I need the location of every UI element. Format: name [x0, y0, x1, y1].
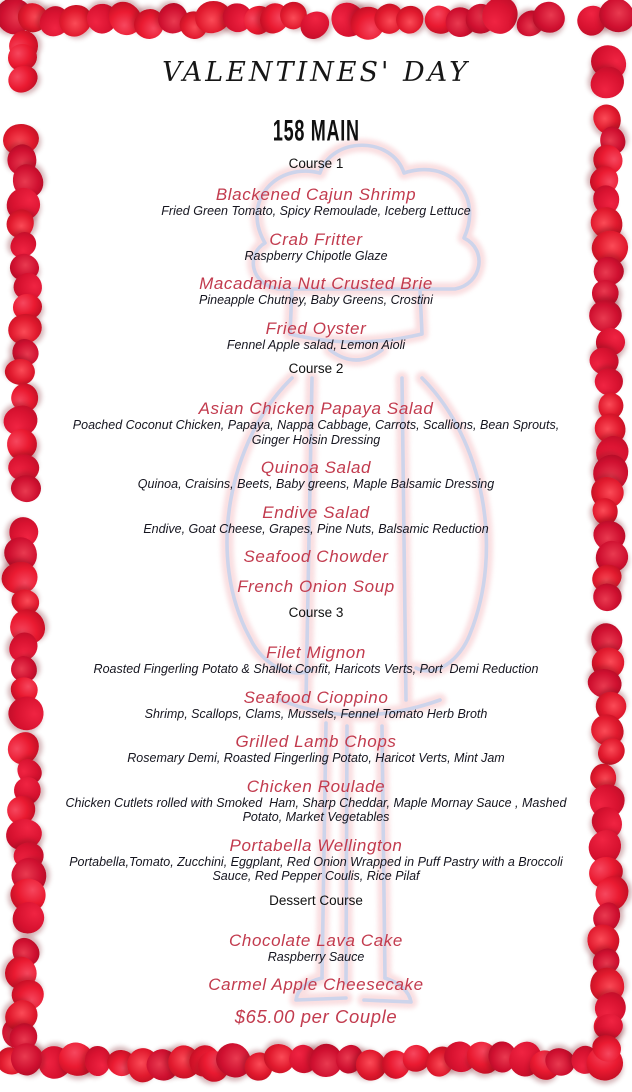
rose-petal — [571, 0, 612, 41]
rose-petal — [588, 1006, 627, 1045]
rose-petal — [587, 854, 626, 890]
rose-petal — [586, 62, 628, 102]
menu-item-description: Rosemary Demi, Roasted Fingerling Potato, Haricot Verts, Mint Jam — [127, 751, 505, 765]
rose-petal — [14, 1039, 49, 1075]
menu-item-description: Chicken Cutlets rolled with Smoked Ham, Sharp Cheddar, Maple Mornay Sauce , Mashed Potato, Market Vegetables — [65, 795, 570, 824]
rose-petal — [587, 1030, 625, 1067]
rose-petal — [4, 62, 41, 97]
rose-petal — [593, 325, 628, 359]
rose-petal — [599, 125, 627, 156]
menu-item — [64, 975, 568, 994]
menu-item-name: Grilled Lamb Chops — [235, 732, 397, 751]
rose-petal — [11, 677, 38, 704]
rose-petal — [0, 532, 42, 575]
rose-petal — [590, 102, 624, 139]
menu-item-name: Seafood Chowder — [243, 547, 389, 566]
rose-petal — [587, 898, 625, 937]
course-section — [64, 156, 568, 352]
rose-petal — [0, 1045, 27, 1077]
menu-item — [64, 643, 568, 677]
rose-petal — [3, 690, 50, 737]
rose-petal — [588, 514, 631, 556]
menu-item — [64, 577, 568, 596]
rose-petal — [5, 853, 52, 900]
menu-item-name: Asian Chicken Papaya Salad — [198, 399, 434, 418]
rose-petal — [13, 754, 47, 789]
rose-petal — [592, 536, 632, 577]
menu-item-name: Macadamia Nut Crusted Brie — [199, 274, 433, 293]
rose-petal — [9, 608, 47, 646]
rose-petal — [588, 226, 632, 270]
rose-petal — [592, 0, 632, 39]
rose-petal — [585, 38, 632, 86]
rose-petal — [0, 1014, 35, 1053]
menu-item-description: Raspberry Sauce — [267, 949, 365, 964]
rose-petal — [6, 1020, 40, 1054]
menu-item-description: Fennel Apple salad, Lemon Aioli — [226, 337, 406, 352]
course-label: Course 1 — [288, 156, 344, 171]
menu-item — [64, 547, 568, 566]
rose-petal — [583, 824, 629, 870]
menu-item — [64, 503, 568, 537]
menu-item — [64, 732, 568, 766]
rose-petal — [589, 686, 631, 728]
menu-item-name: Seafood Cioppino — [243, 687, 389, 707]
rose-petal — [586, 641, 630, 685]
course-label: Course 2 — [288, 361, 344, 376]
rose-petal — [589, 252, 628, 291]
rose-petal — [7, 250, 43, 285]
rose-petal — [580, 1038, 629, 1087]
rose-petal — [5, 142, 40, 178]
menu-item-description: Poached Coconut Chicken, Papaya, Nappa Cabbage, Carrots, Scallions, Bean Sprouts, Ginger Hoisin Dressing — [72, 418, 563, 447]
course-label: Dessert Course — [269, 892, 363, 908]
rose-petal — [592, 454, 629, 491]
course-section — [64, 893, 568, 995]
course-section — [64, 605, 568, 884]
rose-petal — [592, 431, 632, 472]
rose-petal — [590, 946, 622, 977]
rose-petal — [4, 357, 37, 387]
page-title: VALENTINES' DAY — [162, 57, 470, 88]
rose-petal — [585, 708, 631, 754]
menu-page — [64, 0, 568, 1092]
menu-item-description: Roasted Fingerling Potato & Shallot Confit, Haricots Verts, Port Demi Reduction — [93, 662, 539, 676]
rose-petal — [6, 334, 44, 371]
restaurant-name: 158 MAIN — [272, 114, 360, 148]
rose-petal — [3, 404, 39, 436]
menu-item — [64, 399, 568, 447]
rose-petal — [585, 470, 629, 515]
rose-petal — [593, 185, 619, 214]
menu-item — [64, 931, 568, 965]
menu-item-description: Raspberry Chipotle Glaze — [244, 248, 388, 263]
rose-petal — [12, 0, 54, 38]
rose-petal — [593, 990, 627, 1025]
rose-petal — [10, 655, 38, 683]
rose-petal — [2, 123, 40, 157]
rose-petal — [1, 789, 42, 830]
rose-petal — [588, 870, 632, 917]
menu-item-name: Carmel Apple Cheesecake — [208, 975, 424, 994]
rose-petal — [9, 772, 47, 810]
menu-item-description: Pineapple Chutney, Baby Greens, Crostini — [199, 293, 433, 307]
rose-petal — [593, 734, 631, 771]
rose-petal — [8, 267, 47, 306]
menu-item-name: French Onion Soup — [237, 577, 395, 596]
rose-petal — [0, 0, 36, 38]
menu-item-name: Blackened Cajun Shrimp — [215, 185, 417, 204]
menu-item — [64, 319, 568, 353]
rose-petal — [13, 294, 42, 320]
rose-petal — [10, 162, 47, 202]
rose-petal — [3, 628, 43, 668]
menu-item-name: Filet Mignon — [266, 643, 366, 662]
courses-list — [64, 156, 568, 994]
rose-petal — [585, 162, 623, 199]
rose-petal — [589, 967, 624, 1002]
rose-petal — [586, 923, 621, 959]
rose-petal — [0, 996, 41, 1036]
rose-petal — [7, 933, 43, 971]
rose-petal — [8, 381, 41, 414]
rose-petal — [2, 561, 38, 594]
menu-item — [64, 230, 568, 264]
rose-petal — [8, 897, 49, 939]
course-section — [64, 361, 568, 596]
menu-price: $65.00 per Couple — [234, 1006, 398, 1027]
rose-petal — [8, 44, 37, 72]
rose-petal — [5, 26, 44, 65]
rose-petal — [588, 577, 628, 617]
rose-petal — [584, 343, 623, 380]
rose-petal — [1, 726, 45, 771]
rose-petal — [1, 204, 40, 244]
rose-petal — [5, 513, 42, 551]
menu-item-description: Portabella,Tomato, Zucchini, Eggplant, Red Onion Wrapped in Puff Pastry with a Broccoli Sauce, Red Pepper Coulis, Rice Pilaf — [69, 854, 567, 883]
rose-petal — [583, 294, 628, 338]
rose-petal — [593, 1012, 624, 1041]
rose-petal — [589, 561, 625, 595]
menu-item — [64, 458, 568, 492]
menu-item — [64, 274, 568, 308]
menu-item-name: Endive Salad — [262, 502, 370, 522]
menu-item-name: Portabella Wellington — [229, 835, 403, 855]
rose-petal — [590, 408, 632, 450]
rose-petal — [2, 183, 45, 226]
rose-petal — [584, 664, 625, 702]
rose-petal — [8, 876, 48, 915]
menu-item — [64, 185, 568, 219]
menu-item-name: Fried Oyster — [265, 318, 367, 338]
rose-petal — [587, 139, 629, 181]
menu-item-name: Chocolate Lava Cake — [229, 930, 403, 950]
rose-petal — [592, 498, 619, 527]
rose-petal — [4, 425, 41, 463]
menu-item-description: Shrimp, Scallops, Clams, Mussels, Fennel Tomato Herb Broth — [144, 706, 488, 721]
rose-petal — [5, 1037, 49, 1081]
rose-petal — [6, 584, 43, 620]
rose-petal — [0, 950, 43, 995]
rose-petal — [13, 840, 46, 871]
rose-petal — [5, 310, 45, 347]
rose-petal — [8, 472, 43, 505]
menu-item-description: Endive, Goat Cheese, Grapes, Pine Nuts, Balsamic Reduction — [143, 521, 489, 536]
rose-petal — [586, 202, 629, 246]
menu-item-description: Fried Green Tomato, Spicy Remoulade, Iceberg Lettuce — [161, 204, 471, 218]
rose-petal — [5, 818, 44, 853]
menu-item — [64, 777, 568, 825]
menu-item-description: Quinoa, Craisins, Beets, Baby greens, Maple Balsamic Dressing — [137, 477, 495, 491]
rose-petal — [591, 364, 627, 399]
menu-item — [64, 836, 568, 884]
rose-petal — [5, 452, 40, 484]
restaurant-logo — [64, 116, 568, 146]
menu-item — [64, 688, 568, 722]
rose-petal — [5, 228, 41, 263]
course-label: Course 3 — [288, 605, 344, 620]
rose-petal — [594, 389, 627, 423]
rose-petal — [584, 777, 631, 825]
rose-petal — [588, 761, 619, 792]
menu-item-name: Quinoa Salad — [260, 458, 372, 477]
rose-petal — [10, 977, 46, 1012]
rose-petal — [585, 618, 629, 662]
menu-item-name: Crab Fritter — [269, 229, 363, 249]
rose-petal — [587, 801, 628, 843]
menu-item-name: Chicken Roulade — [246, 776, 386, 796]
rose-petal — [568, 1042, 602, 1077]
rose-petal — [587, 275, 624, 312]
